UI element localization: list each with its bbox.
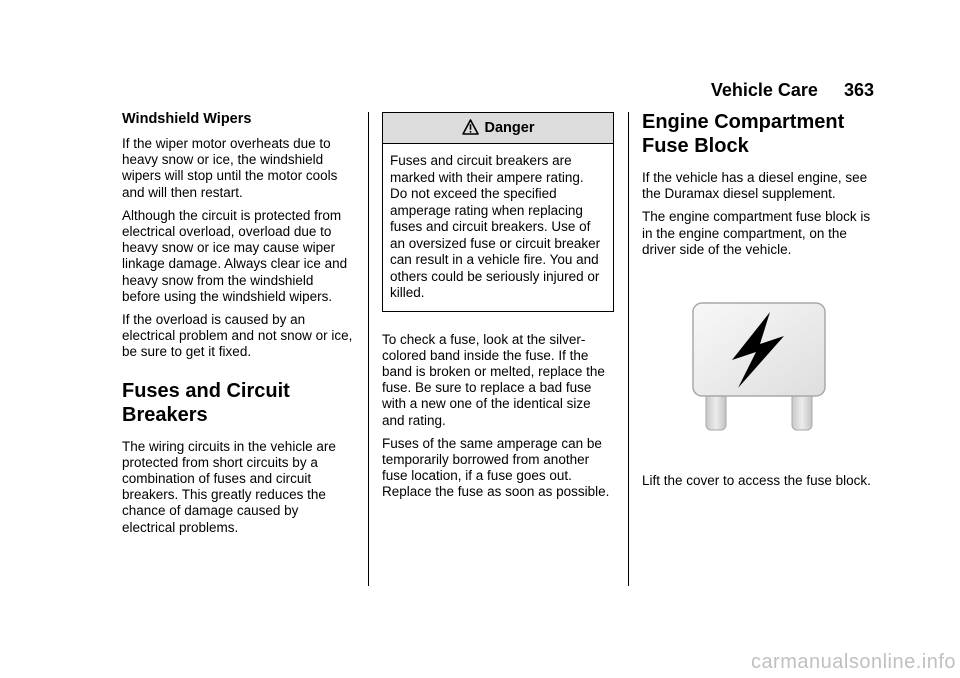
column-left	[122, 110, 354, 543]
windshield-wipers-heading: Windshield Wipers	[122, 111, 252, 127]
column-divider	[628, 112, 629, 586]
paragraph: If the wiper motor overheats due to heavy snow or ice, the windshield wipers will stop until the motor cools and will then restart.	[122, 136, 338, 200]
paragraph: Lift the cover to access the fuse block.	[642, 473, 871, 489]
engine-fuse-block-heading: Engine Compartment Fuse Block	[642, 111, 845, 157]
paragraph: The wiring circuits in the vehicle are protected from short circuits by a combination of fuses and circuit breakers. This greatly reduces the chance of damage caused by electrical problems.	[122, 438, 336, 535]
paragraph: If the vehicle has a diesel engine, see the Duramax diesel supplement.	[642, 170, 868, 202]
danger-text: Fuses and circuit breakers are marked with their ampere rating. Do not exceed the specified amperage rating when replacing fuses and circuit breakers. Use of an oversized fuse or circuit breaker can result in a vehicle fire. You and others could be seriously injured or killed.	[390, 153, 601, 300]
column-middle	[382, 110, 614, 508]
fuse-illustration	[642, 302, 874, 437]
paragraph: Fuses of the same amperage can be temporarily borrowed from another fuse location, if a fuse goes out. Replace the fuse as soon as possible.	[382, 435, 610, 500]
paragraph: Although the circuit is protected from electrical overload, overload due to heavy snow or ice may cause wiper linkage damage. Always clear ice and heavy snow from the windshield before using the windshield wipers.	[122, 207, 348, 304]
fuse-lightning-icon	[692, 302, 826, 432]
column-divider	[368, 112, 369, 586]
paragraph: To check a fuse, look at the silver-colored band inside the fuse. If the band is broken or melted, replace the fuse. Be sure to replace a bad fuse with a new one of the identical size and rating.	[382, 331, 605, 428]
section-title: Vehicle Care	[710, 80, 818, 100]
page-number: 363	[843, 80, 874, 100]
page-header	[711, 80, 874, 101]
column-right	[642, 110, 874, 496]
danger-box	[382, 112, 614, 312]
danger-header	[383, 113, 613, 144]
watermark: carmanualsonline.info	[750, 651, 956, 673]
warning-triangle-icon	[462, 119, 479, 135]
fuses-heading: Fuses and Circuit Breakers	[122, 379, 290, 426]
paragraph: The engine compartment fuse block is in the engine compartment, on the driver side of the vehicle.	[642, 209, 871, 257]
danger-title: Danger	[484, 120, 535, 136]
paragraph: If the overload is caused by an electrical problem and not snow or ice, be sure to get it fixed.	[122, 312, 353, 360]
